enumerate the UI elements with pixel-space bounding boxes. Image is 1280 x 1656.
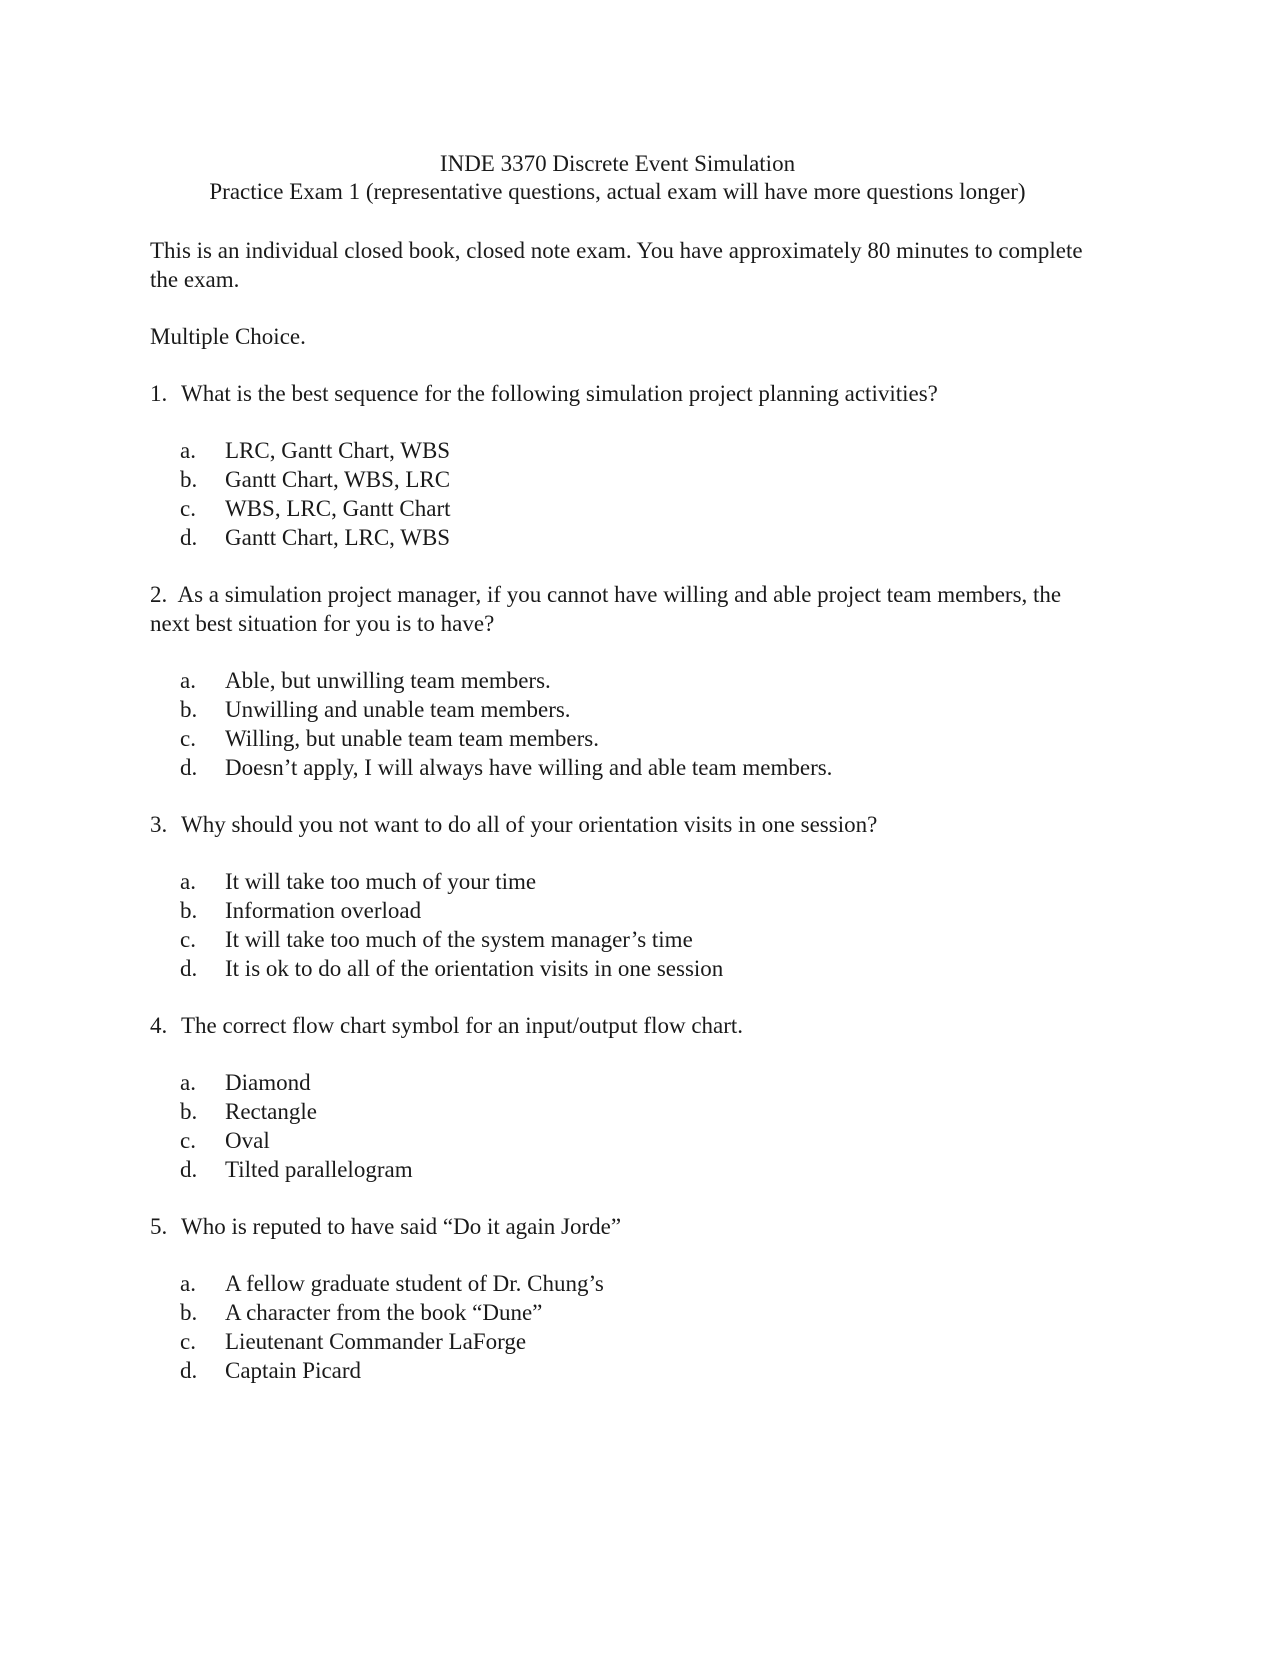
section-label: Multiple Choice.	[150, 324, 306, 349]
answer-option[interactable]	[150, 1155, 1085, 1184]
question-5	[150, 1212, 1085, 1385]
answer-option[interactable]	[150, 867, 1085, 896]
answer-option[interactable]	[150, 436, 1085, 465]
question-text	[150, 1011, 1085, 1040]
question-body: Why should you not want to do all of your orientation visits in one session?	[181, 812, 878, 837]
option-letter: a.	[180, 1070, 196, 1095]
option-letter: d.	[180, 956, 198, 981]
question-body: The correct flow chart symbol for an input/output flow chart.	[181, 1013, 744, 1038]
option-letter: b.	[180, 697, 198, 722]
answer-option[interactable]	[150, 1327, 1085, 1356]
question-number: 1.	[150, 381, 168, 406]
question-number: 2.	[150, 582, 168, 607]
question-text	[150, 580, 1085, 638]
exam-instructions: This is an individual closed book, closed note exam. You have approximately 80 minutes to complete the exam.	[150, 238, 1083, 292]
option-letter: c.	[180, 1329, 196, 1354]
option-letter: b.	[180, 898, 198, 923]
answer-option[interactable]	[150, 494, 1085, 523]
option-letter: d.	[180, 1358, 198, 1383]
option-text: Rectangle	[225, 1099, 317, 1124]
option-text: Lieutenant Commander LaForge	[225, 1329, 527, 1354]
option-letter: a.	[180, 1271, 196, 1296]
answer-option[interactable]	[150, 666, 1085, 695]
option-letter: a.	[180, 869, 196, 894]
option-text: Doesn’t apply, I will always have willing and able team members.	[225, 755, 833, 780]
question-1	[150, 379, 1085, 552]
exam-title: Practice Exam 1 (representative questions, actual exam will have more questions longer)	[209, 179, 1026, 204]
option-text: It is ok to do all of the orientation visits in one session	[225, 956, 724, 981]
option-letter: b.	[180, 1099, 198, 1124]
question-2	[150, 580, 1085, 782]
option-letter: c.	[180, 496, 196, 521]
question-3	[150, 810, 1085, 983]
option-letter: a.	[180, 668, 196, 693]
course-title: INDE 3370 Discrete Event Simulation	[439, 151, 796, 176]
answer-option[interactable]	[150, 523, 1085, 552]
question-number: 5.	[150, 1214, 168, 1239]
option-text: LRC, Gantt Chart, WBS	[225, 438, 451, 463]
option-text: Captain Picard	[225, 1358, 362, 1383]
answer-option[interactable]	[150, 954, 1085, 983]
question-text	[150, 379, 1085, 408]
option-text: It will take too much of the system manager’s time	[225, 927, 693, 952]
option-text: Gantt Chart, WBS, LRC	[225, 467, 451, 492]
option-text: A fellow graduate student of Dr. Chung’s	[225, 1271, 604, 1296]
option-text: Information overload	[225, 898, 422, 923]
option-text: Diamond	[225, 1070, 311, 1095]
option-letter: c.	[180, 1128, 196, 1153]
answer-options	[150, 436, 1085, 552]
answer-options	[150, 666, 1085, 782]
answer-options	[150, 1269, 1085, 1385]
answer-option[interactable]	[150, 465, 1085, 494]
option-letter: b.	[180, 467, 198, 492]
question-body: Who is reputed to have said “Do it again Jorde”	[181, 1214, 622, 1239]
answer-option[interactable]	[150, 1269, 1085, 1298]
question-body: As a simulation project manager, if you cannot have willing and able project team members, the next best situation for you is to have?	[150, 582, 1062, 636]
answer-options	[150, 867, 1085, 983]
option-text: Unwilling and unable team members.	[225, 697, 571, 722]
question-text	[150, 810, 1085, 839]
option-text: Willing, but unable team team members.	[225, 726, 599, 751]
question-text	[150, 1212, 1085, 1241]
option-letter: a.	[180, 438, 196, 463]
answer-options	[150, 1068, 1085, 1184]
answer-option[interactable]	[150, 753, 1085, 782]
option-letter: d.	[180, 755, 198, 780]
option-text: It will take too much of your time	[225, 869, 537, 894]
answer-option[interactable]	[150, 1068, 1085, 1097]
option-text: A character from the book “Dune”	[225, 1300, 543, 1325]
answer-option[interactable]	[150, 896, 1085, 925]
option-text: WBS, LRC, Gantt Chart	[225, 496, 451, 521]
answer-option[interactable]	[150, 1356, 1085, 1385]
option-text: Tilted parallelogram	[225, 1157, 413, 1182]
option-letter: d.	[180, 525, 198, 550]
exam-page	[150, 150, 1085, 1385]
option-letter: c.	[180, 726, 196, 751]
question-body: What is the best sequence for the following simulation project planning activities?	[181, 381, 938, 406]
option-letter: d.	[180, 1157, 198, 1182]
option-letter: b.	[180, 1300, 198, 1325]
option-text: Oval	[225, 1128, 270, 1153]
answer-option[interactable]	[150, 1097, 1085, 1126]
option-letter: c.	[180, 927, 196, 952]
answer-option[interactable]	[150, 1298, 1085, 1327]
option-text: Gantt Chart, LRC, WBS	[225, 525, 451, 550]
question-number: 3.	[150, 812, 168, 837]
answer-option[interactable]	[150, 724, 1085, 753]
answer-option[interactable]	[150, 1126, 1085, 1155]
option-text: Able, but unwilling team members.	[225, 668, 551, 693]
question-number: 4.	[150, 1013, 168, 1038]
question-4	[150, 1011, 1085, 1184]
exam-header	[150, 150, 1085, 206]
answer-option[interactable]	[150, 925, 1085, 954]
answer-option[interactable]	[150, 695, 1085, 724]
